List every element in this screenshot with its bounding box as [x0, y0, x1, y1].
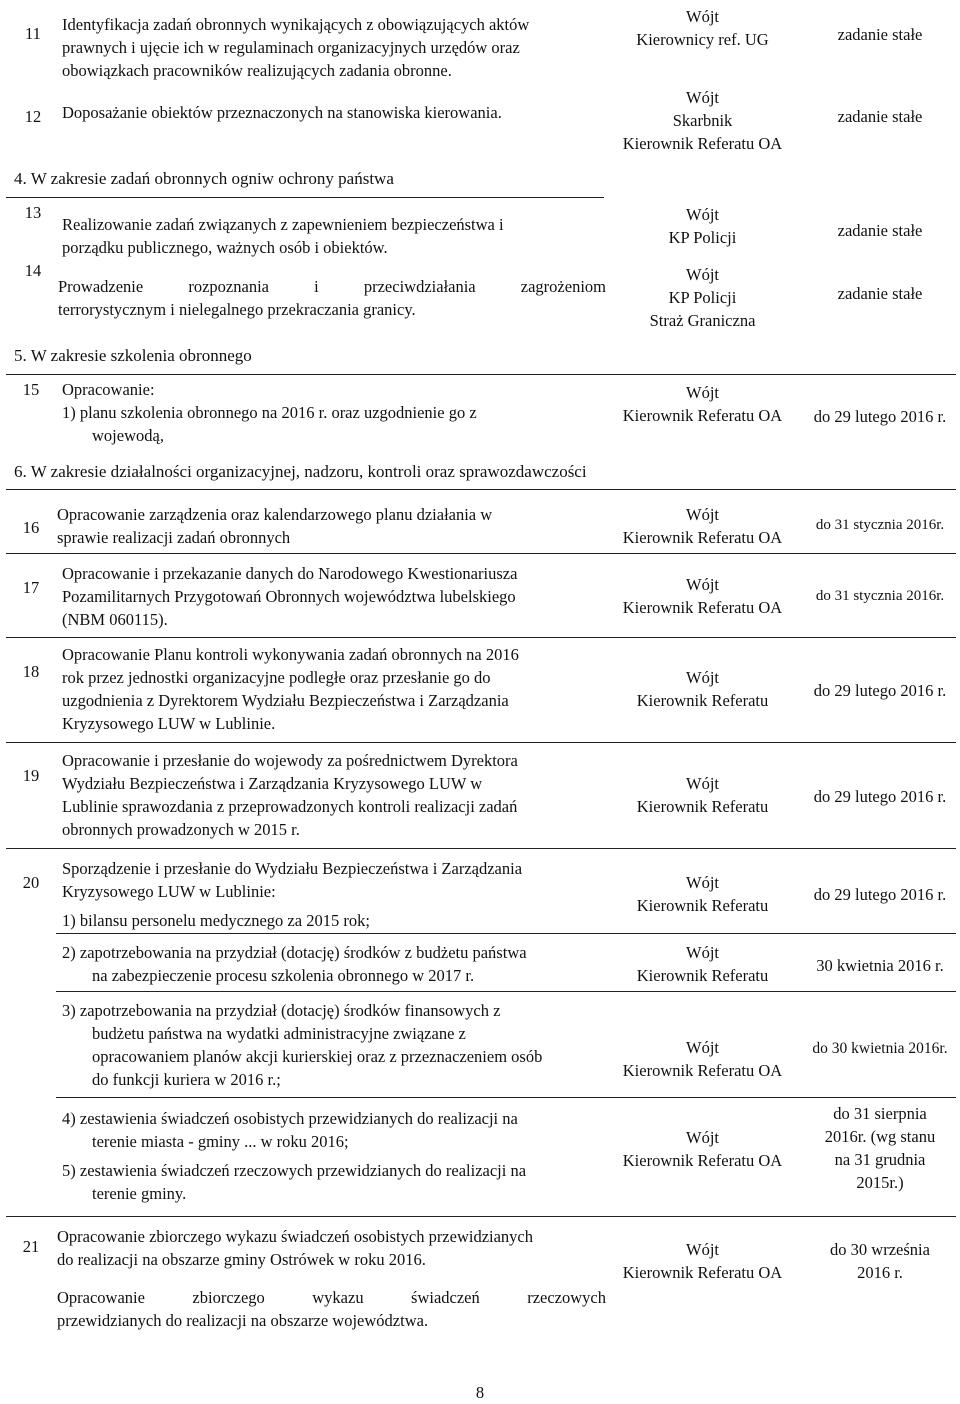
responsible: Wójt Skarbnik Kierownik Referatu OA: [622, 88, 783, 153]
row-number: 21: [22, 1237, 40, 1256]
row-number: 14: [24, 261, 42, 280]
deadline: zadanie stałe: [837, 25, 923, 44]
responsible: Wójt Kierownik Referatu OA: [622, 1038, 783, 1080]
task-description: Identyfikacja zadań obronnych wynikających z obowiązujących aktów prawnych i ujęcie ich w regulaminach organizacyjnych urzędów oraz obowiązkach pracowników realizujących zadania obronne.: [62, 15, 530, 80]
responsible: Wójt Kierownik Referatu OA: [622, 575, 783, 617]
row-number: 20: [22, 873, 40, 892]
responsible: Wójt Kierownik Referatu OA: [622, 1128, 783, 1170]
responsible: Wójt Kierownicy ref. UG: [636, 7, 769, 49]
task-description: Opracowanie zarządzenia oraz kalendarzowego planu działania w sprawie realizacji zadań obronnych: [57, 505, 493, 547]
section-heading: 6. W zakresie działalności organizacyjnej, nadzoru, kontroli oraz sprawozdawczości: [14, 462, 587, 481]
task-description: Opracowanie zbiorczego wykazu świadczeń osobistych przewidzianych do realizacji na obszarze gminy Ostrówek w roku 2016.: [57, 1227, 534, 1269]
row-number: 13: [24, 203, 42, 222]
task-description: Opracowanie i przesłanie do wojewody za pośrednictwem Dyrektora Wydziału Bezpieczeństwa i Zarządzania Kryzysowego LUW w Lublinie sprawozdania z przeprowadzonych kontroli realizacji zadań obronnych prowadzonych w 2015 r.: [62, 751, 518, 839]
task-description: 3) zapotrzebowania na przydział (dotację) środków finansowych z budżetu państwa na wydatki administracyjne związane z opracowaniem planów akcji kurierskiej oraz z przeznaczeniem osób do funkcji kuriera w 2016 r.;: [62, 1001, 543, 1089]
responsible: Wójt KP Policji Straż Graniczna: [649, 265, 756, 330]
row-number: 15: [22, 380, 40, 399]
deadline: do 30 września 2016 r.: [830, 1240, 930, 1282]
section-heading: 5. W zakresie szkolenia obronnego: [14, 346, 252, 365]
deadline: do 31 stycznia 2016r.: [815, 588, 945, 604]
responsible: Wójt Kierownik Referatu: [636, 943, 769, 985]
responsible: Wójt Kierownik Referatu OA: [622, 505, 783, 547]
deadline: do 29 lutego 2016 r.: [813, 681, 947, 700]
row-number: 19: [22, 766, 40, 785]
row-number: 18: [22, 662, 40, 681]
task-description: Opracowanie: 1) planu szkolenia obronnego na 2016 r. oraz uzgodnienie go z wojewodą,: [62, 380, 477, 445]
deadline: 30 kwietnia 2016 r.: [816, 956, 944, 975]
responsible: Wójt Kierownik Referatu OA: [622, 383, 783, 425]
section-heading: 4. W zakresie zadań obronnych ogniw ochrony państwa: [14, 169, 394, 188]
row-number: 16: [22, 518, 40, 537]
deadline: do 29 lutego 2016 r.: [813, 407, 947, 426]
deadline: zadanie stałe: [837, 107, 923, 126]
responsible: Wójt Kierownik Referatu: [636, 774, 769, 816]
row-number: 12: [24, 107, 42, 126]
deadline: zadanie stałe: [837, 284, 923, 303]
task-description: 4) zestawienia świadczeń osobistych przewidzianych do realizacji na terenie miasta - gminy ... w roku 2016; 5) zestawienia świadczeń rzeczowych przewidzianych do realizacji na terenie gminy.: [62, 1109, 527, 1203]
responsible: Wójt Kierownik Referatu OA: [622, 1240, 783, 1282]
task-description: Doposażanie obiektów przeznaczonych na stanowiska kierowania.: [62, 103, 502, 122]
task-description: 2) zapotrzebowania na przydział (dotację) środków z budżetu państwa na zabezpieczenie procesu szkolenia obronnego w 2017 r.: [62, 943, 527, 985]
deadline: do 29 lutego 2016 r.: [813, 787, 947, 806]
task-description: Prowadzenie rozpoznania i przeciwdziałania zagrożeniom terrorystycznym i nielegalnego przekraczania granicy.: [58, 277, 606, 319]
task-description: Opracowanie zbiorczego wykazu świadczeń rzeczowych przewidzianych do realizacji na obszarze województwa.: [57, 1288, 606, 1330]
deadline: do 29 lutego 2016 r.: [813, 885, 947, 904]
responsible: Wójt Kierownik Referatu: [636, 873, 769, 915]
task-description: Opracowanie i przekazanie danych do Narodowego Kwestionariusza Pozamilitarnych Przygotowań Obronnych województwa lubelskiego (NBM 060115).: [62, 564, 518, 629]
page-number: 8: [475, 1383, 485, 1402]
task-description: Realizowanie zadań związanych z zapewnieniem bezpieczeństwa i porządku publicznego, ważnych osób i obiektów.: [62, 215, 504, 257]
task-description: Opracowanie Planu kontroli wykonywania zadań obronnych na 2016 rok przez jednostki organizacyjne podległe oraz przesłanie go do uzgodnienia z Dyrektorem Wydziału Bezpieczeństwa i Zarządzania Kryzysowego LUW w Lublinie.: [62, 645, 519, 733]
responsible: Wójt Kierownik Referatu: [636, 668, 769, 710]
responsible: Wójt KP Policji: [668, 205, 737, 247]
deadline: zadanie stałe: [837, 221, 923, 240]
deadline: do 30 kwietnia 2016r.: [812, 1040, 948, 1057]
deadline: do 31 sierpnia 2016r. (wg stanu na 31 grudnia 2015r.): [824, 1104, 936, 1192]
deadline: do 31 stycznia 2016r.: [815, 517, 945, 533]
row-number: 17: [22, 578, 40, 597]
row-number: 11: [25, 24, 41, 43]
task-description: Sporządzenie i przesłanie do Wydziału Bezpieczeństwa i Zarządzania Kryzysowego LUW w Lublinie: 1) bilansu personelu medycznego za 2015 rok;: [62, 859, 523, 930]
